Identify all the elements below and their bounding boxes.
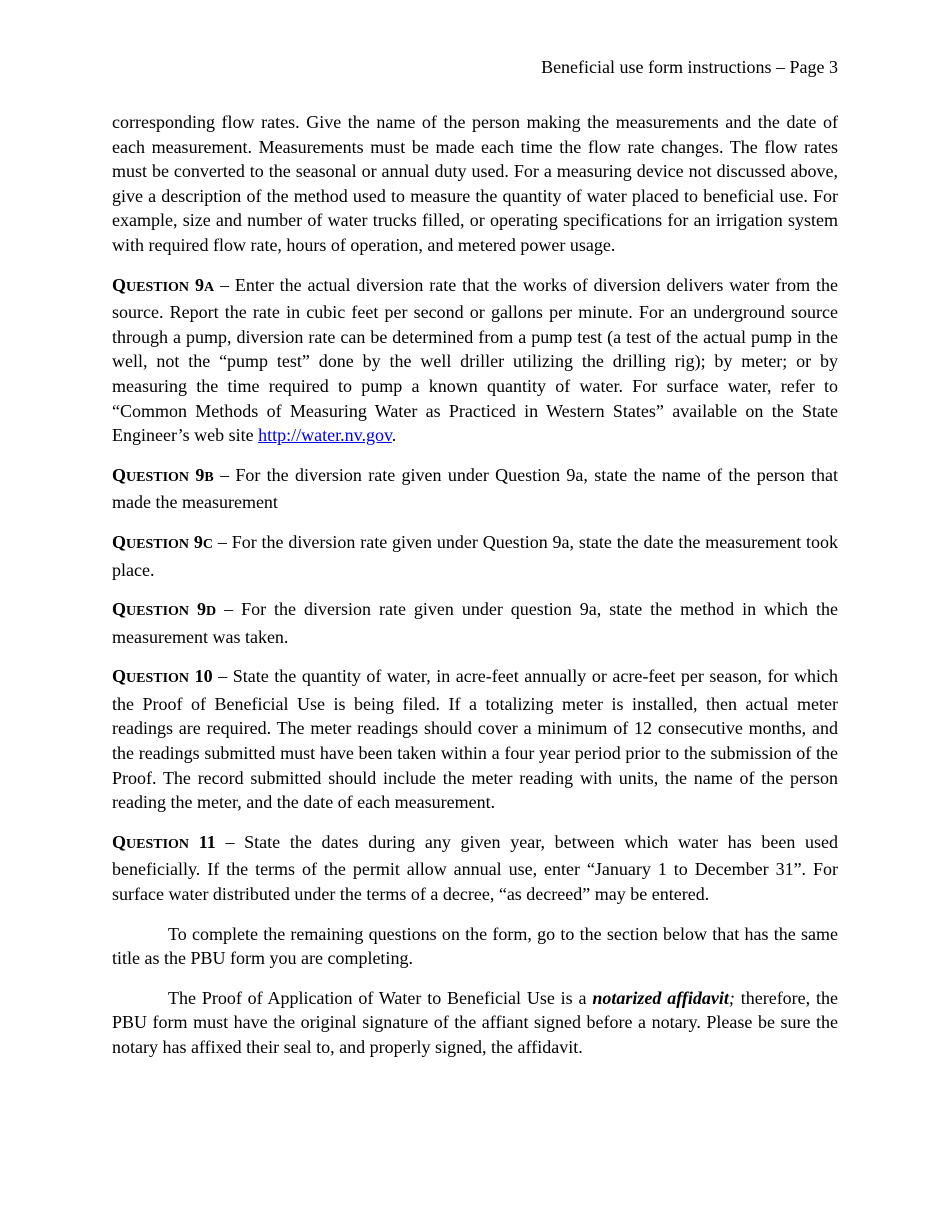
question-9d-text: For the diversion rate given under question 9a, state the method in which the measurement was taken. xyxy=(112,599,838,647)
notarized-affidavit-emphasis: notarized affidavit xyxy=(592,987,729,1008)
remaining-questions-paragraph: To complete the remaining questions on the form, go to the section below that has the same title as the PBU form you are completing. xyxy=(112,923,838,969)
question-9b-label: QUESTION 9B xyxy=(112,464,214,485)
question-11-text: State the dates during any given year, between which water has been used beneficially. If the terms of the permit allow annual use, enter “January 1 to December 31”. For surface water distributed under the terms of a decree, “as decreed” may be entered. xyxy=(112,831,839,905)
question-11-label: QUESTION 11 xyxy=(112,831,216,852)
page-header: Beneficial use form instructions – Page 3 xyxy=(541,57,838,77)
question-9b: QUESTION 9B – For the diversion rate given under Question 9a, state the name of the person that made the measurement xyxy=(112,464,839,513)
question-9d-label: QUESTION 9D xyxy=(112,599,217,620)
question-10-label: QUESTION 10 xyxy=(112,666,213,687)
question-9b-text: For the diversion rate given under Question 9a, state the name of the person that made the measurement xyxy=(112,464,839,513)
question-9a-text: Enter the actual diversion rate that the works of diversion delivers water from the source. Report the rate in cubic feet per second or gallons per minute. For an underground source through a pump, diversion rate can be determined from a pump test (a test of the actual pump in the well, not the “pump test” done by the well driller utilizing the drilling rig); by meter; or by measuring the time required to pump a known quantity of water. For surface water, refer to “Common Methods of Measuring Water as Practiced in Western States” available on the State Engineer’s web site xyxy=(112,274,839,446)
question-10: QUESTION 10 – State the quantity of water, in acre-feet annually or acre-feet per season, for which the Proof of Beneficial Use is being filed. If a totalizing meter is installed, then actual meter readings are required. The meter readings should cover a minimum of 12 consecutive months, and the readings submitted must have been taken within a four year period prior to the submission of the Proof. The record submitted should include the meter reading with units, the name of the person reading the meter, and the date of each measurement. xyxy=(112,666,838,813)
state-engineer-link[interactable]: http://water.nv.gov xyxy=(258,425,392,446)
question-9d: QUESTION 9D – For the diversion rate given under question 9a, state the method in which the measurement was taken. xyxy=(112,599,838,647)
question-9a: QUESTION 9A – Enter the actual diversion rate that the works of diversion delivers water from the source. Report the rate in cubic feet per second or gallons per minute. For an underground source through a pump, diversion rate can be determined from a pump test (a test of the actual pump in the well, not the “pump test” done by the well driller utilizing the drilling rig); by meter; or by measuring the time required to pump a known quantity of water. For surface water, refer to “Common Methods of Measuring Water as Practiced in Western States” available on the State Engineer’s web site http://water.nv.gov. xyxy=(112,274,839,446)
document-page xyxy=(112,54,838,1075)
intro-paragraph: corresponding flow rates. Give the name of the person making the measurements and the date of each measurement. Measurements must be made each time the flow rate changes. The flow rates must be converted to the seasonal or annual duty used. For a measuring device not discussed above, give a description of the method used to measure the quantity of water placed to beneficial use. For example, size and number of water trucks filled, or operating specifications for an irrigation system with required flow rate, hours of operation, and metered power usage. xyxy=(112,112,838,255)
affidavit-paragraph: The Proof of Application of Water to Beneficial Use is a notarized affidavit; therefore, the PBU form must have the original signature of the affiant signed before a notary. Please be sure the notary has affixed their seal to, and properly signed, the affidavit. xyxy=(112,987,838,1057)
question-11: QUESTION 11 – State the dates during any given year, between which water has been used beneficially. If the terms of the permit allow annual use, enter “January 1 to December 31”. For surface water distributed under the terms of a decree, “as decreed” may be entered. xyxy=(112,831,839,905)
question-9c-label: QUESTION 9C xyxy=(112,531,214,552)
question-10-text: State the quantity of water, in acre-feet annually or acre-feet per season, for which the Proof of Beneficial Use is being filed. If a totalizing meter is installed, then actual meter readings are required. The meter readings should cover a minimum of 12 consecutive months, and the readings submitted must have been taken within a four year period prior to the submission of the Proof. The record submitted should include the meter reading with units, the name of the person reading the meter, and the date of each measurement. xyxy=(112,666,838,813)
question-9c-text: For the diversion rate given under Question 9a, state the date the measurement took place. xyxy=(112,531,838,580)
question-9a-label: QUESTION 9A xyxy=(112,274,215,295)
question-9c: QUESTION 9C – For the diversion rate given under Question 9a, state the date the measurement took place. xyxy=(112,531,838,580)
